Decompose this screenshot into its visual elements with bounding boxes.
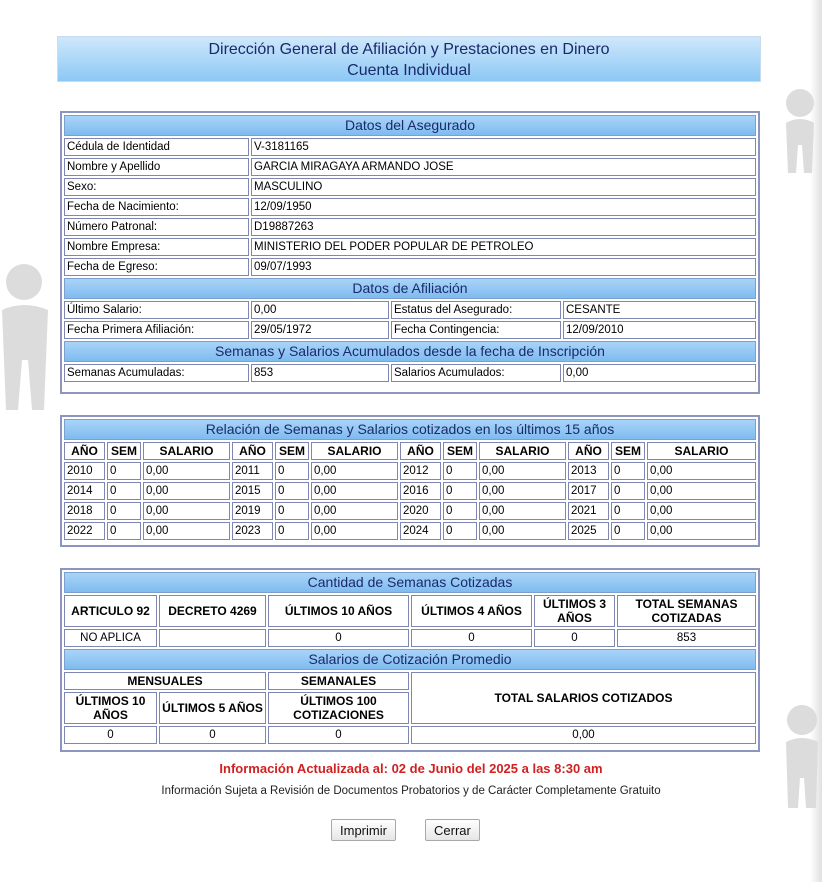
- update-notice: Información Actualizada al: 02 de Junio del 2025 a las 8:30 am: [219, 761, 603, 776]
- year-cell: 2017: [568, 482, 609, 500]
- year-cell: 2013: [568, 462, 609, 480]
- weeks-cell: 0: [443, 502, 477, 520]
- salary-cell: 0,00: [311, 462, 398, 480]
- table-row: [64, 726, 756, 744]
- year-cell: 2010: [64, 462, 105, 480]
- year-cell: 2019: [232, 502, 273, 520]
- salary-cell: 0,00: [479, 522, 566, 540]
- salary-cell: 0,00: [647, 482, 756, 500]
- weeks-cell: 0: [611, 502, 645, 520]
- field-label: Semanas Acumuladas:: [64, 364, 249, 382]
- field-value: 853: [251, 364, 389, 382]
- field-label: Fecha Contingencia:: [391, 321, 561, 339]
- field-label: Cédula de Identidad: [64, 138, 249, 156]
- field-value: MASCULINO: [251, 178, 756, 196]
- table-row: [64, 178, 756, 196]
- salary-cell: 0,00: [647, 522, 756, 540]
- weeks-cell: 0: [443, 522, 477, 540]
- field-value: 29/05/1972: [251, 321, 389, 339]
- ultimos10-value: 0: [268, 629, 409, 647]
- table-row: [64, 629, 756, 647]
- weeks-cell: 0: [443, 482, 477, 500]
- close-button[interactable]: Cerrar: [425, 819, 480, 841]
- table-header-row: [64, 442, 756, 460]
- column-header-ultimos10-anos: ÚLTIMOS 10 AÑOS: [64, 692, 157, 724]
- section-title-promedio: Salarios de Cotización Promedio: [64, 649, 756, 670]
- total-semanas-value: 853: [617, 629, 756, 647]
- column-header-salario: SALARIO: [479, 442, 566, 460]
- section-title-afiliacion: Datos de Afiliación: [64, 278, 756, 299]
- salary-cell: 0,00: [311, 502, 398, 520]
- column-header-sem: SEM: [443, 442, 477, 460]
- column-header-decreto4269: DECRETO 4269: [159, 595, 266, 627]
- weeks-cell: 0: [611, 522, 645, 540]
- decreto4269-value: [159, 629, 266, 647]
- column-header-salario: SALARIO: [647, 442, 756, 460]
- salary-cell: 0,00: [479, 482, 566, 500]
- field-label: Salarios Acumulados:: [391, 364, 561, 382]
- salary-cell: 0,00: [143, 482, 230, 500]
- table-header-row: [64, 672, 756, 690]
- salary-cell: 0,00: [479, 462, 566, 480]
- column-header-ultimos4: ÚLTIMOS 4 AÑOS: [411, 595, 532, 627]
- weeks-summary-panel: [60, 568, 760, 752]
- weeks-cell: 0: [275, 502, 309, 520]
- field-value: 12/09/2010: [563, 321, 756, 339]
- field-label: Fecha de Nacimiento:: [64, 198, 249, 216]
- column-header-total-salarios: TOTAL SALARIOS COTIZADOS: [411, 672, 756, 724]
- column-header-ano: AÑO: [64, 442, 105, 460]
- column-header-sem: SEM: [275, 442, 309, 460]
- yearly-contributions-table: [62, 417, 758, 542]
- weeks-cell: 0: [611, 462, 645, 480]
- promedio-ultimos10-value: 0: [64, 726, 157, 744]
- ultimos4-value: 0: [411, 629, 532, 647]
- salary-cell: 0,00: [479, 502, 566, 520]
- field-value: 12/09/1950: [251, 198, 756, 216]
- weeks-cell: 0: [275, 482, 309, 500]
- year-cell: 2012: [400, 462, 441, 480]
- field-value: GARCIA MIRAGAYA ARMANDO JOSE: [251, 158, 756, 176]
- year-cell: 2020: [400, 502, 441, 520]
- year-cell: 2016: [400, 482, 441, 500]
- field-label: Sexo:: [64, 178, 249, 196]
- field-label: Fecha Primera Afiliación:: [64, 321, 249, 339]
- insured-data-table: [62, 113, 758, 384]
- column-header-salario: SALARIO: [143, 442, 230, 460]
- weeks-cell: 0: [275, 462, 309, 480]
- column-header-sem: SEM: [611, 442, 645, 460]
- year-cell: 2025: [568, 522, 609, 540]
- table-row: [64, 364, 756, 382]
- weeks-summary-table: [62, 570, 758, 746]
- weeks-cell: 0: [107, 482, 141, 500]
- table-row: [64, 462, 756, 480]
- section-title-asegurado: Datos del Asegurado: [64, 115, 756, 136]
- column-header-ultimos5-anos: ÚLTIMOS 5 AÑOS: [159, 692, 266, 724]
- column-header-sem: SEM: [107, 442, 141, 460]
- field-value: MINISTERIO DEL PODER POPULAR DE PETROLEO: [251, 238, 756, 256]
- column-header-ultimos3: ÚLTIMOS 3 AÑOS: [534, 595, 615, 627]
- page-subtitle: Cuenta Individual: [347, 62, 471, 79]
- field-label: Nombre Empresa:: [64, 238, 249, 256]
- print-button[interactable]: Imprimir: [331, 819, 396, 841]
- section-title-relacion: Relación de Semanas y Salarios cotizados en los últimos 15 años: [64, 419, 756, 440]
- year-cell: 2023: [232, 522, 273, 540]
- weeks-cell: 0: [107, 502, 141, 520]
- year-cell: 2015: [232, 482, 273, 500]
- page-title: Dirección General de Afiliación y Prestaciones en Dinero: [208, 41, 610, 58]
- column-header-ano: AÑO: [232, 442, 273, 460]
- column-header-ano: AÑO: [568, 442, 609, 460]
- insured-data-panel: [60, 111, 760, 394]
- promedio-ultimas100-value: 0: [268, 726, 409, 744]
- year-cell: 2024: [400, 522, 441, 540]
- column-group-semanales: SEMANALES: [268, 672, 409, 690]
- disclaimer-text: Información Sujeta a Revisión de Documentos Probatorios y de Carácter Completamente Gratuito: [161, 785, 661, 797]
- table-row: [64, 522, 756, 540]
- ultimos3-value: 0: [534, 629, 615, 647]
- section-title-acumulados: Semanas y Salarios Acumulados desde la fecha de Inscripción: [64, 341, 756, 362]
- field-label: Número Patronal:: [64, 218, 249, 236]
- column-header-salario: SALARIO: [311, 442, 398, 460]
- watermark-logo-icon: [778, 85, 822, 175]
- salary-cell: 0,00: [143, 462, 230, 480]
- table-row: [64, 321, 756, 339]
- table-row: [64, 258, 756, 276]
- yearly-contributions-panel: [60, 415, 760, 547]
- table-row: [64, 218, 756, 236]
- column-group-mensuales: MENSUALES: [64, 672, 266, 690]
- field-value: D19887263: [251, 218, 756, 236]
- column-header-ano: AÑO: [400, 442, 441, 460]
- field-label: Último Salario:: [64, 301, 249, 319]
- salary-cell: 0,00: [311, 522, 398, 540]
- field-label: Estatus del Asegurado:: [391, 301, 561, 319]
- field-label: Nombre y Apellido: [64, 158, 249, 176]
- column-header-total-semanas: TOTAL SEMANAS COTIZADAS: [617, 595, 756, 627]
- weeks-cell: 0: [107, 462, 141, 480]
- table-row: [64, 158, 756, 176]
- year-cell: 2014: [64, 482, 105, 500]
- promedio-ultimos5-value: 0: [159, 726, 266, 744]
- field-value: CESANTE: [563, 301, 756, 319]
- column-header-ultimos10: ÚLTIMOS 10 AÑOS: [268, 595, 409, 627]
- table-row: [64, 301, 756, 319]
- field-label: Fecha de Egreso:: [64, 258, 249, 276]
- articulo92-value: NO APLICA: [64, 629, 157, 647]
- table-row: [64, 238, 756, 256]
- salary-cell: 0,00: [647, 502, 756, 520]
- field-value: 0,00: [563, 364, 756, 382]
- weeks-cell: 0: [275, 522, 309, 540]
- table-row: [64, 502, 756, 520]
- weeks-cell: 0: [107, 522, 141, 540]
- section-title-cantidad: Cantidad de Semanas Cotizadas: [64, 572, 756, 593]
- salary-cell: 0,00: [647, 462, 756, 480]
- column-header-articulo92: ARTICULO 92: [64, 595, 157, 627]
- column-header-ultimas100: ÚLTIMOS 100 COTIZACIONES: [268, 692, 409, 724]
- year-cell: 2018: [64, 502, 105, 520]
- salary-cell: 0,00: [143, 522, 230, 540]
- table-row: [64, 198, 756, 216]
- table-header-row: [64, 595, 756, 627]
- salary-cell: 0,00: [311, 482, 398, 500]
- table-row: [64, 138, 756, 156]
- page-header: [57, 36, 761, 82]
- field-value: 0,00: [251, 301, 389, 319]
- year-cell: 2022: [64, 522, 105, 540]
- table-row: [64, 482, 756, 500]
- weeks-cell: 0: [443, 462, 477, 480]
- watermark-logo-icon: [0, 260, 60, 410]
- year-cell: 2021: [568, 502, 609, 520]
- total-salarios-value: 0,00: [411, 726, 756, 744]
- field-value: 09/07/1993: [251, 258, 756, 276]
- weeks-cell: 0: [611, 482, 645, 500]
- field-value: V-3181165: [251, 138, 756, 156]
- salary-cell: 0,00: [143, 502, 230, 520]
- year-cell: 2011: [232, 462, 273, 480]
